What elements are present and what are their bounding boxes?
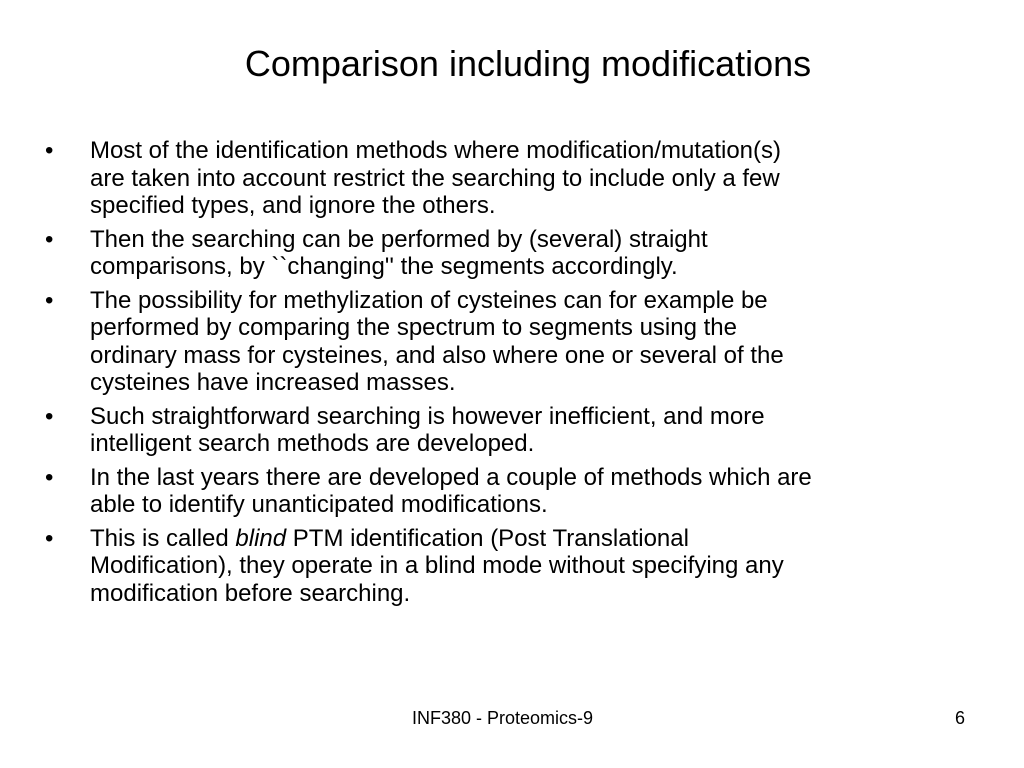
bullet-text-line: intelligent search methods are developed. [90, 430, 535, 457]
bullet-text-line: Modification), they operate in a blind mode without specifying any [90, 552, 784, 579]
slide-title: Comparison including modifications [244, 43, 812, 84]
bullet-marker: • [45, 524, 54, 552]
footer-course-label: INF380 - Proteomics-9 [412, 708, 594, 728]
bullet-text-line [90, 525, 975, 553]
bullet-item-5 [45, 464, 975, 519]
bullet-text-line: Such straightforward searching is however inefficient, and more [90, 402, 765, 430]
bullet-text-line: able to identify unanticipated modifications. [90, 491, 548, 518]
bullet-marker: • [45, 225, 54, 253]
bullet-text-line: Most of the identification methods where modification/mutation(s) [90, 137, 781, 164]
bullet-text-line: modification before searching. [90, 579, 411, 607]
bullet-text-line: specified types, and ignore the others. [90, 192, 496, 219]
bullet-text-segment: PTM identification (Post Translational [286, 524, 689, 552]
bullet-marker: • [45, 137, 54, 164]
bullet-marker: • [45, 286, 54, 314]
bullet-text-line: comparisons, by ``changing'' the segments accordingly. [90, 253, 678, 280]
bullet-text-line: performed by comparing the spectrum to segments using the [90, 314, 737, 341]
bullet-text-line: Then the searching can be performed by (several) straight [90, 225, 708, 253]
bullet-item-4 [45, 403, 975, 458]
bullet-marker: • [45, 463, 54, 491]
bullet-text-segment: This is called [90, 524, 236, 552]
bullet-marker: • [45, 402, 54, 430]
bullet-text-line: In the last years there are developed a couple of methods which are [90, 463, 812, 491]
bullet-text-line: ordinary mass for cysteines, and also where one or several of the [90, 341, 784, 369]
footer-page-number: 6 [954, 708, 965, 728]
bullet-item-6 [45, 525, 975, 608]
bullet-text-line: are taken into account restrict the searching to include only a few [90, 164, 780, 192]
bullet-text-line: The possibility for methylization of cysteines can for example be [90, 286, 768, 314]
bullet-item-2 [45, 226, 975, 281]
bullet-item-3 [45, 287, 975, 397]
bullet-text-line: cysteines have increased masses. [90, 369, 456, 396]
bullet-text-italic-word: blind [235, 524, 287, 552]
bullet-list [45, 137, 975, 613]
bullet-item-1 [45, 137, 975, 220]
